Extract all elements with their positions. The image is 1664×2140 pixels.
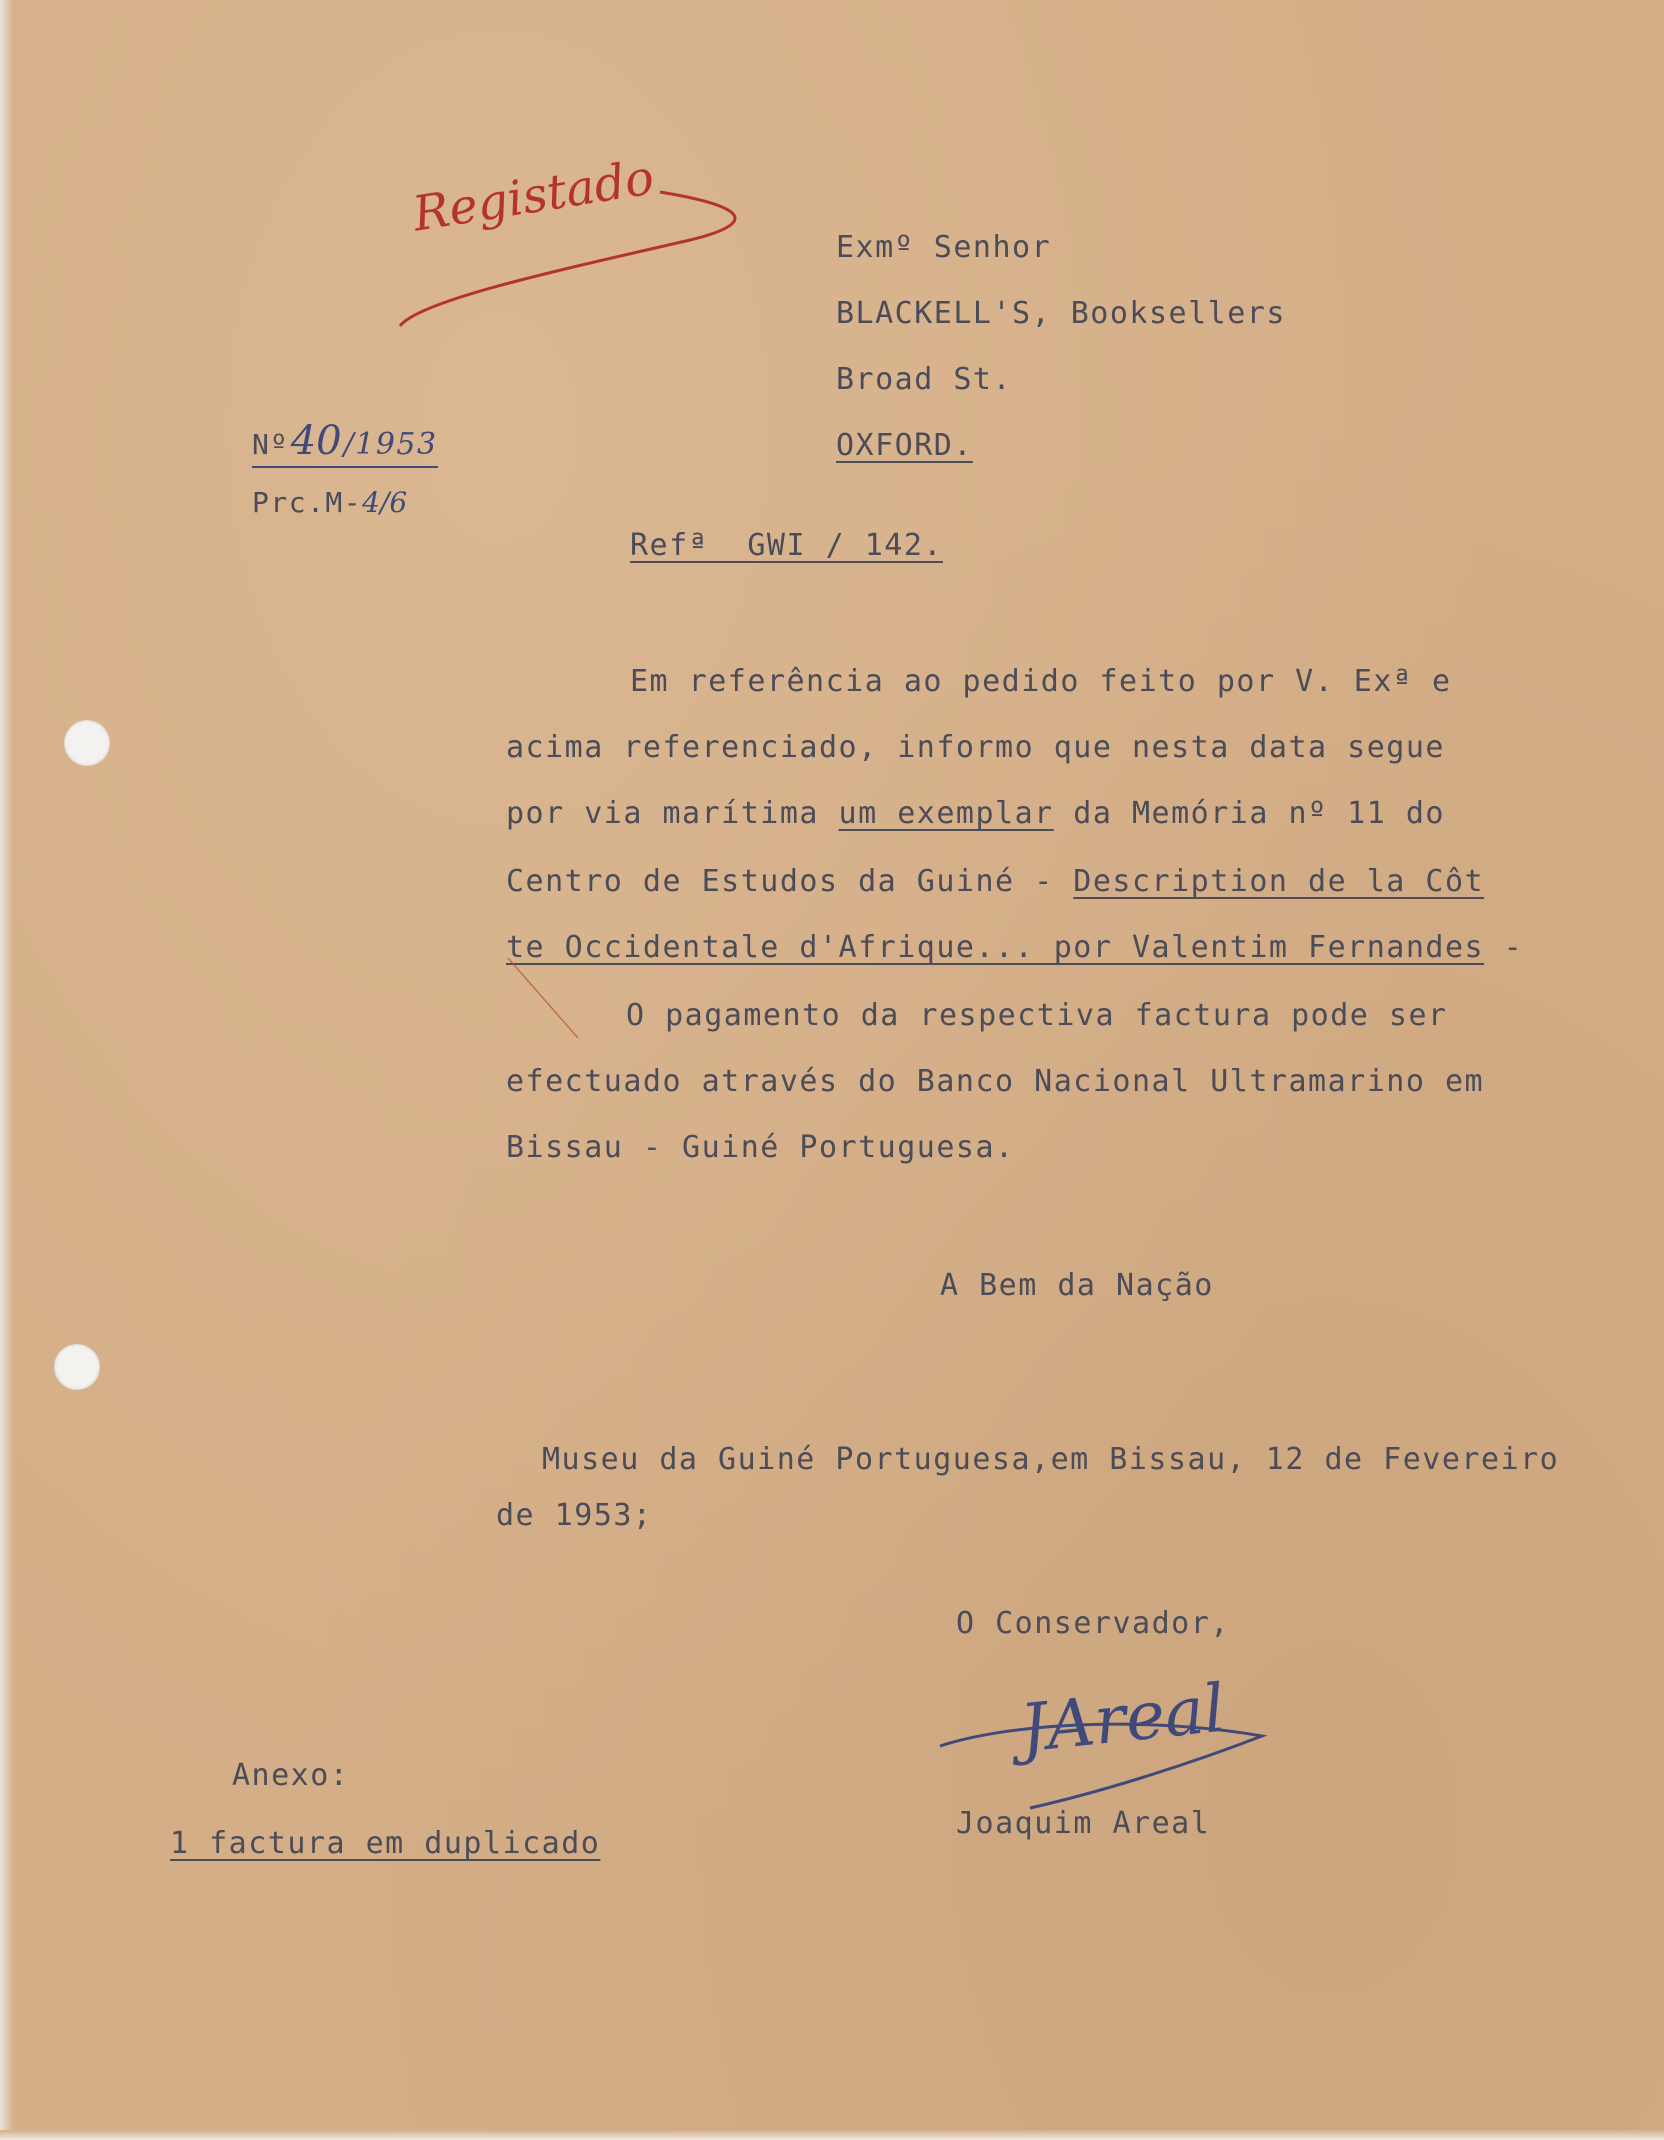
body-line-2: acima referenciado, informo que nesta data segue xyxy=(506,730,1445,765)
closing-phrase: A Bem da Nação xyxy=(940,1268,1214,1303)
reference-number-handwritten: 40 xyxy=(290,418,342,464)
recipient-city: OXFORD. xyxy=(836,428,973,463)
attachment-item: 1 factura em duplicado xyxy=(170,1826,601,1861)
place-date-line-2: de 1953; xyxy=(496,1498,653,1533)
signatory-name: Joaquim Areal xyxy=(956,1806,1211,1841)
process-number-prefix: Prc.M- xyxy=(252,486,363,519)
body-line-6: O pagamento da respectiva factura pode ser xyxy=(626,998,1448,1033)
body-line-7: efectuado através do Banco Nacional Ultramarino em xyxy=(506,1064,1485,1099)
body-line-5-title: te Occidentale d'Afrique... por Valentim Fernandes xyxy=(506,930,1485,965)
attachment-label: Anexo: xyxy=(232,1758,350,1793)
body-line-4-title: Description de la Côt xyxy=(1073,864,1485,899)
body-line-3-c: da Memória nº 11 do xyxy=(1053,796,1445,831)
place-date-line-1: Museu da Guiné Portuguesa,em Bissau, 12 de Fevereiro xyxy=(542,1442,1560,1477)
body-line-1: Em referência ao pedido feito por V. Exª e xyxy=(630,664,1452,699)
registado-annotation: Registado xyxy=(409,149,658,243)
process-number-handwritten: 4/6 xyxy=(362,486,408,519)
body-line-3-underlined: um exemplar xyxy=(838,796,1054,831)
subject-reference: Refª GWI / 142. xyxy=(630,528,943,563)
recipient-street: Broad St. xyxy=(836,362,1013,397)
reference-number-year: /1953 xyxy=(343,427,438,462)
body-line-3-a: por via marítima xyxy=(506,796,839,831)
reference-number-prefix: Nº xyxy=(252,428,289,461)
signatory-title: O Conservador, xyxy=(956,1606,1230,1641)
body-line-4-a: Centro de Estudos da Guiné - xyxy=(506,864,1074,899)
recipient-salutation: Exmº Senhor xyxy=(836,230,1052,265)
recipient-name: BLACKELL'S, Booksellers xyxy=(836,296,1286,331)
signature: JAreal xyxy=(1016,1669,1229,1768)
body-line-5-b: - xyxy=(1484,930,1524,965)
body-line-8: Bissau - Guiné Portuguesa. xyxy=(506,1130,1015,1165)
